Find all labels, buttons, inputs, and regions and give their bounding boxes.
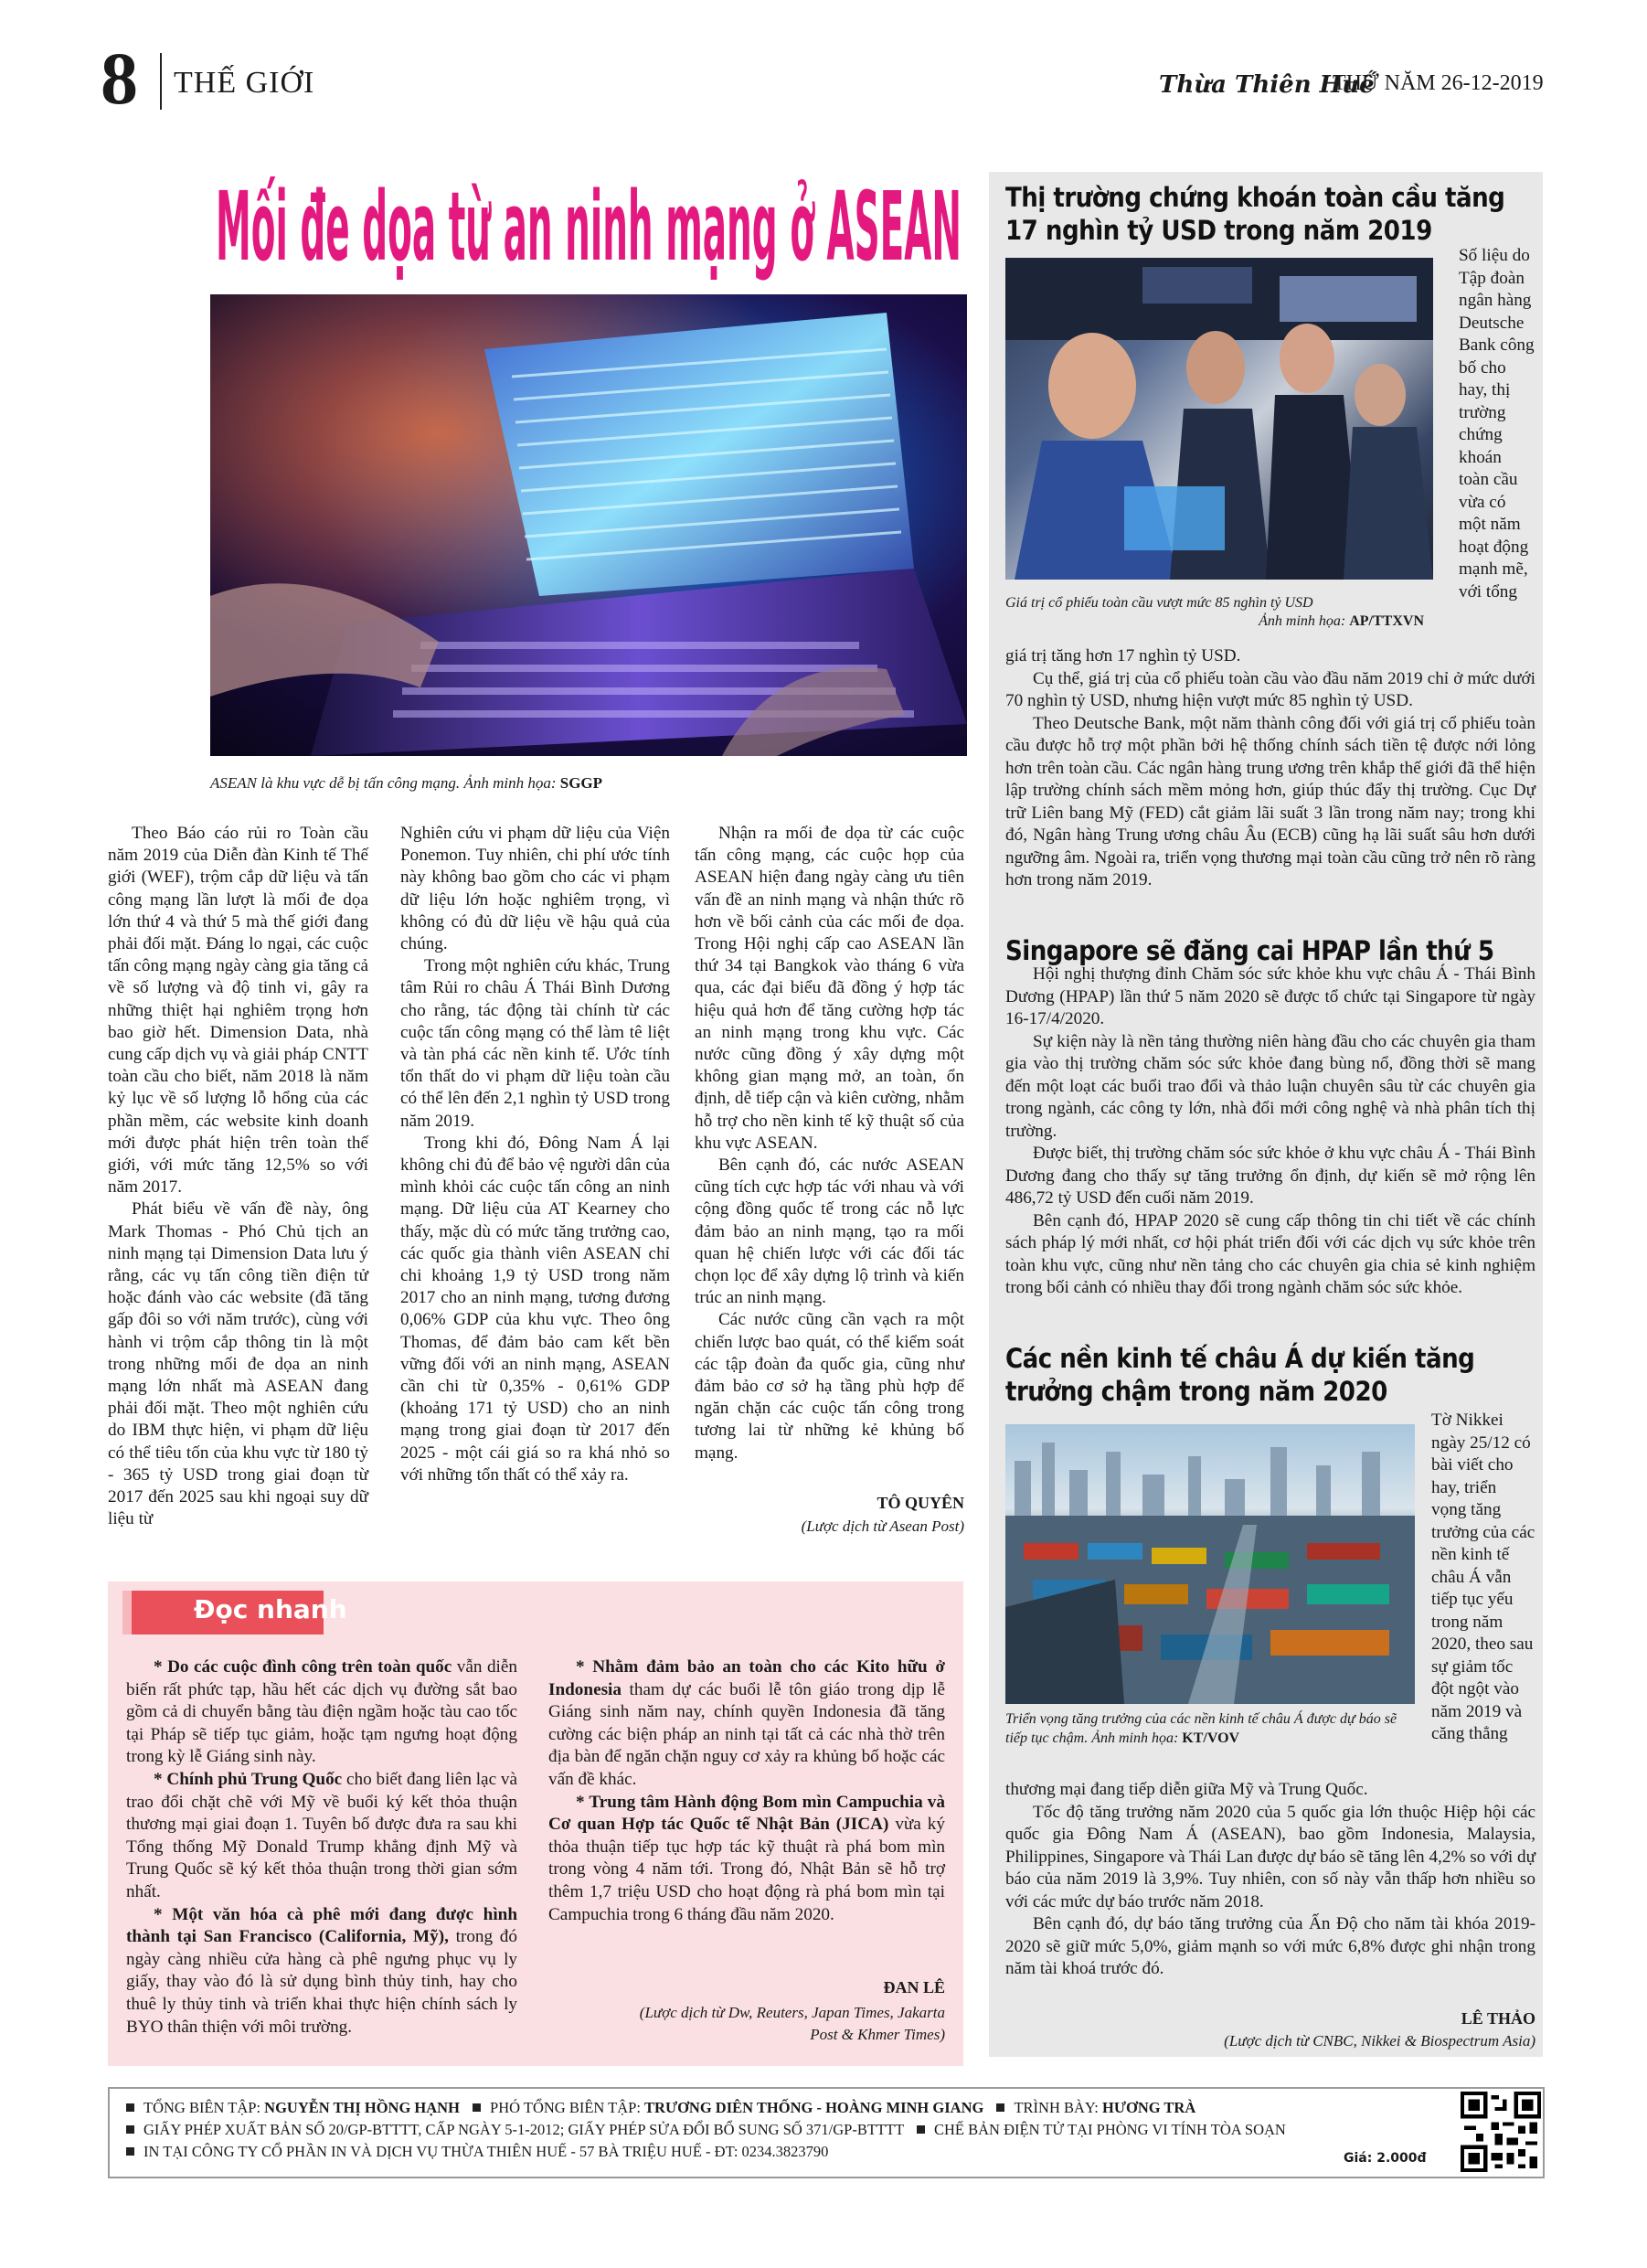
issue-date: THỨ NĂM 26-12-2019 [1333,71,1544,95]
side-article-3-title: Các nền kinh tế châu Á dự kiến tăng trưởng chậm trong năm 2020 [1005,1343,1475,1407]
footer-text: IN TẠI CÔNG TY CỔ PHẦN IN VÀ DỊCH VỤ THỪA THIÊN HUẾ - 57 BÀ TRIỆU HUẾ - ĐT: 0234.3823790 [143,2143,829,2160]
footer-value: HƯƠNG TRÀ [1102,2099,1196,2116]
main-byline: TÔ QUYÊN [877,1494,964,1512]
paragraph: Theo Deutsche Bank, một năm thành công đối với giá trị cổ phiếu toàn cầu được hỗ trợ một phần bởi hệ thống chính sách tiền tệ được nới lỏng hơn trên toàn cầu. Các ngân hàng trung ương trên khắp thế giới đã thể hiện lập trường chính sách mềm mỏng hơn, giúp thúc đẩy thị trường. Cục Dự trữ Liên bang Mỹ (FED) cắt giảm lãi suất 3 lần trong năm nay; trong khi đó, Ngân hàng Trung ương châu Âu (ECB) cũng hạ lãi suất sâu hơn dưới ngưỡng âm. Ngoài ra, triển vọng thương mại toàn cầu cũng trở nên rõ ràng hơn trong năm 2019. [1005,713,1535,889]
paragraph: Nhận ra mối đe dọa từ các cuộc tấn công mạng, các cuộc họp của ASEAN hiện đang ngày càng ưu tiên vấn đề an ninh mạng và nhận thức rõ hơn về bối cảnh của các mối đe dọa. Trong Hội nghị cấp cao ASEAN lần thứ 34 tại Bangkok vào tháng 6 vừa qua, các đại biểu đã đồng ý hợp tác hiệu quả hơn để tăng cường hợp tác an ninh mạng trong khu vực. Các nước cũng đồng ý xây dựng một không gian mạng mở, an toàn, ổn định, dễ tiếp cận và kiên cường, nhằm hỗ trợ cho nền kinh tế kỹ thuật số của khu vực ASEAN. [695,824,964,1153]
main-article-column-2 [400,823,670,1486]
main-caption-credit: SGGP [559,774,603,792]
main-article-column-3 [695,823,964,1464]
footer-line-2 [117,2119,1286,2141]
paragraph: Bên cạnh đó, HPAP 2020 sẽ cung cấp thông tin chi tiết về các chính sách pháp lý mới nhất, cơ hội phát triển đối với các dịch vụ sức khỏe trên toàn khu vực, cũng như nền tảng cho các chuyên gia chia sẻ kinh nghiệm trong bối cảnh có nhiều thay đổi trong ngành chăm sóc sức khỏe. [1005,1210,1535,1297]
side-article-3-photo [1005,1424,1415,1704]
caption-text: Triển vọng tăng trưởng của các nền kinh tế châu Á được dự báo sẽ tiếp tục chậm. Ảnh minh họa: [1005,1711,1397,1746]
footer-text: GIẤY PHÉP XUẤT BẢN SỐ 20/GP-BTTTT, CẤP NGÀY 5-1-2012; GIẤY PHÉP SỬA ĐỔI BỔ SUNG SỐ 371/GP-BTTTT [143,2121,904,2138]
side-article-2-body [1005,964,1535,1300]
paragraph: Phát biểu về vấn đề này, ông Mark Thomas - Phó Chủ tịch an ninh mạng tại Dimension Data lưu ý rằng, các vụ tấn công tiền điện tử hoặc đánh vào các website (đã tăng gấp đôi so với năm trước), cùng với hành vi trộm cắp thông tin là một trong những mối đe dọa an ninh mạng lớn nhất mà ASEAN đang phải đối mặt. Theo một nghiên cứu do IBM thực hiện, vi phạm dữ liệu có thể tiêu tốn của khu vực từ 180 tỷ - 365 tỷ USD trong giai đoạn từ 2017 đến 2025 sau khi ngoại suy dữ liệu từ [108,1199,368,1529]
quick-read-text: vẫn diễn biến rất phức tạp, hầu hết các dịch vụ đường sắt bao gồm cả di chuyển bằng tàu điện ngầm hoặc tàu cao tốc tại Pháp sẽ tiếp tục giảm, hoặc tạm ngưng hoạt động trong kỳ lễ Giáng sinh này. [126,1657,517,1767]
footer-value: TRƯƠNG DIÊN THỐNG - HOÀNG MINH GIANG [644,2099,984,2116]
bullet-square-icon [126,2147,134,2156]
bullet-square-icon [126,2103,134,2112]
quick-read-text: vừa ký thỏa thuận tiếp tục hợp tác kỹ thuật rà phá bom mìn trong vòng 4 năm tới. Trong đó, Nhật Bản sẽ hỗ trợ thêm 1,7 triệu USD cho hoạt động rà phá bom mìn tại Campuchia trong 6 tháng đầu năm 2020. [548,1815,945,1924]
footer-value: NGUYỄN THỊ HỒNG HẠNH [264,2099,460,2116]
main-photo [210,294,967,756]
quick-read-lead: * Trung tâm Hành động Bom mìn Campuchia và Cơ quan Hợp tác Quốc tế Nhật Bản (JICA) [548,1792,945,1835]
side-article-3-byline: LÊ THẢO [1461,2009,1535,2028]
quick-read-source: (Lược dịch từ Dw, Reuters, Japan Times, Jakarta Post & Khmer Times) [639,2004,945,2043]
quick-read-item [548,1656,945,1792]
main-headline-text: Mối đe dọa từ an ninh mạng ở ASEAN [216,171,962,281]
quick-read-item [126,1769,517,1904]
side-article-3-caption [1005,1709,1415,1748]
paragraph: Được biết, thị trường chăm sóc sức khỏe ở khu vực châu Á - Thái Bình Dương đang cho thấy sự tăng trưởng ổn định, dự kiến sẽ mở rộng lên 486,72 tỷ USD đến cuối năm 2019. [1005,1144,1535,1208]
side-article-2-title: Singapore sẽ đăng cai HPAP lần thứ 5 [1005,935,1494,966]
quick-read-lead: * Một văn hóa cà phê mới đang được hình thành tại San Francisco (California, Mỹ), [126,1904,517,1947]
main-source: (Lược dịch từ Asean Post) [801,1517,964,1535]
quick-read-item [126,1904,517,2039]
caption-credit: AP/TTXVN [1349,613,1424,629]
bullet-square-icon [917,2125,925,2134]
side-article-1-body [1005,645,1535,892]
footer-label: TRÌNH BÀY: [1014,2099,1099,2116]
footer-line-1 [117,2097,1195,2119]
quick-read-lead: * Nhằm đảm bảo an toàn cho các Kito hữu ở Indonesia [548,1657,945,1699]
main-photo-caption [210,774,967,793]
page-number: 8 [101,37,138,120]
paragraph: Trong một nghiên cứu khác, Trung tâm Rủi ro châu Á Thái Bình Dương cho rằng, tác động tài chính từ các cuộc tấn công mạng có thể làm tê liệt và tàn phá các nền kinh tế. Ước tính tổn thất do vi phạm dữ liệu toàn cầu có thể lên đến 2,1 nghìn tỷ USD trong năm 2019. [400,956,670,1131]
bullet-square-icon [473,2103,481,2112]
side-article-3-wrap-text: Tờ Nikkei ngày 25/12 có bài viết cho hay, triển vọng tăng trưởng của các nền kinh tế châu Á vẫn tiếp tục yếu trong năm 2020, theo sau sự giảm tốc đột ngột vào năm 2019 và căng thẳng [1431,1411,1535,1743]
footer-label: TỔNG BIÊN TẬP: [143,2099,261,2116]
paragraph: Trong khi đó, Đông Nam Á lại không chi đủ để bảo vệ người dân của mình khỏi các cuộc tấn công an ninh mạng. Dữ liệu của AT Kearney cho thấy, mặc dù có mức tăng trưởng cao, các quốc gia thành viên ASEAN chỉ chi khoảng 1,9 tỷ USD trong năm 2017 cho an ninh mạng, tương đương 0,06% GDP của khu vực. Theo ông Thomas, để đảm bảo cam kết bền vững đối với an ninh mạng, ASEAN cần chi từ 0,35% - 0,61% GDP (khoảng 171 tỷ USD) cho an ninh mạng trong giai đoạn từ 2017 đến 2025 - một cái giá so ra khá nhỏ so với những tổn thất có thể xảy ra. [400,1133,670,1485]
main-article-column-1 [108,823,368,1531]
quick-read-column-1 [126,1656,517,2039]
footer-text: CHẾ BẢN ĐIỆN TỬ TẠI PHÒNG VI TÍNH TÒA SOẠN [934,2121,1286,2138]
quick-read-byline: ĐAN LÊ [883,1978,945,1996]
side-article-3-source: (Lược dịch từ CNBC, Nikkei & Biospectrum Asia) [1224,2032,1535,2050]
paragraph: Sự kiện này là nền tảng thường niên hàng đầu cho các chuyên gia tham gia vào thị trường chăm sóc sức khỏe đang bùng nổ, đồng thời sẽ mang đến một loạt các buổi trao đổi và thảo luận chuyên sâu từ các chuyên gia trong ngành, các công ty lớn, nhà đổi mới công nghệ và nhà phân tích thị trường. [1005,1031,1535,1141]
quick-read-label: Đọc nhanh [194,1594,347,1624]
paragraph: Các nước cũng cần vạch ra một chiến lược bao quát, có thể kiểm soát các tập đoàn đa quốc gia, cũng như đảm bảo cơ sở hạ tầng phù hợp để ngăn chặn các cuộc tấn công trong tương lai từ những kẻ khủng bố mạng. [695,1310,964,1463]
side-article-1-caption [1005,594,1433,631]
section-title: THẾ GIỚI [174,66,315,100]
main-headline [210,157,967,281]
quick-read-tab-edge [122,1591,132,1634]
paragraph: Bên cạnh đó, các nước ASEAN cũng tích cực hợp tác với nhau và với cộng đồng quốc tế trong các nỗ lực đảm bảo an ninh mạng, tạo ra mối quan hệ chiến lược với các đối tác chọn lọc để xây dựng lộ trình và kiến trúc an ninh mạng. [695,1155,964,1308]
paragraph: thương mại đang tiếp diễn giữa Mỹ và Trung Quốc. [1005,1780,1368,1799]
bullet-square-icon [996,2103,1004,2112]
quick-read-column-2 [548,1656,945,1926]
paragraph: Theo Báo cáo rủi ro Toàn cầu năm 2019 của Diễn đàn Kinh tế Thế giới (WEF), trộm cắp dữ liệu và tấn công mạng lần lượt là mối đe dọa lớn thứ 4 và thứ 5 mà thế giới đang phải đối mặt. Đáng lo ngại, các cuộc tấn công mạng ngày càng gia tăng cả về số lượng và độ tinh vi, gây ra những thiệt hại nghiêm trọng hơn bao giờ hết. Dimension Data, nhà cung cấp dịch vụ và giải pháp CNTT toàn cầu cho biết, năm 2018 là năm kỷ lục về số lượng lỗ hổng của các phần mềm, các website kinh doanh mới được phát hiện trên toàn thế giới, với mức tăng 12,5% so với năm 2017. [108,824,368,1198]
quick-read-text: cho biết đang liên lạc và trao đổi chặt chẽ với Mỹ về buổi ký kết thỏa thuận thương mại giai đoạn 1. Tuyên bố được đưa ra sau khi Tổng thống Mỹ Donald Trump khẳng định Mỹ và Trung Quốc sẽ ký kết thỏa thuận trong thời gian sớm nhất. [126,1769,517,1901]
quick-read-lead: * Do các cuộc đình công trên toàn quốc [154,1657,452,1677]
masthead: Thừa Thiên Huế [1159,71,1375,99]
main-caption-text: ASEAN là khu vực dễ bị tấn công mạng. Ảnh minh họa: [210,774,557,792]
paragraph: Hội nghị thượng đỉnh Chăm sóc sức khỏe khu vực châu Á - Thái Bình Dương (HPAP) lần thứ 5 năm 2020 sẽ được tổ chức tại Singapore từ ngày 16-17/4/2020. [1005,964,1535,1028]
side-article-1-photo [1005,258,1433,580]
caption-credit: KT/VOV [1182,1730,1240,1746]
quick-read-text: tham dự các buổi lễ tôn giáo trong dịp lễ Giáng sinh năm nay, chính quyền Indonesia đã tăng cường các biện pháp an ninh tại tất cả các nhà thờ trên địa bàn để ngăn chặn nguy cơ xảy ra khủng bố hoặc các vấn đề khác. [548,1679,945,1789]
caption-credit-label: Ảnh minh họa: [1259,613,1346,629]
paragraph: Nghiên cứu vi phạm dữ liệu của Viện Ponemon. Tuy nhiên, chi phí ước tính này không bao gồm cho các vi phạm dữ liệu lớn hoặc nghiêm trọng, vì không có đủ dữ liệu về hậu quả của chúng. [400,824,670,954]
bullet-square-icon [126,2125,134,2134]
quick-read-text: trong đó ngày càng nhiều cửa hàng cà phê ngưng phục vụ ly giấy, thay vào đó là sử dụng bình thủy tinh, hay cho thuê ly thủy tinh và triển khai thực hiện chính sách ly BYO thân thiện với môi trường. [126,1927,517,2037]
paragraph: Cụ thể, giá trị của cổ phiếu toàn cầu vào đầu năm 2019 chỉ ở mức dưới 70 nghìn tỷ USD, nhưng hiện vượt mức 85 nghìn tỷ USD. [1005,668,1535,710]
caption-text: Giá trị cổ phiếu toàn cầu vượt mức 85 nghìn tỷ USD [1005,595,1313,611]
footer-label: PHÓ TỔNG BIÊN TẬP: [490,2099,641,2116]
price: Giá: 2.000đ [1344,2151,1427,2166]
qr-code-icon [1461,2092,1541,2172]
quick-read-item [126,1656,517,1769]
side-article-3-body [1005,1779,1535,1981]
quick-read-lead: * Chính phủ Trung Quốc [154,1769,343,1789]
header-divider [160,53,162,110]
paragraph: Tốc độ tăng trưởng năm 2020 của 5 quốc gia lớn thuộc Hiệp hội các quốc gia Đông Nam Á (ASEAN), bao gồm Indonesia, Malaysia, Philippines, Singapore và Thái Lan được dự báo sẽ tăng lên 4,2% so với dự báo của năm 2019 là 3,9%. Tuy nhiên, con số này vẫn thấp hơn nhiều so với các mức dự báo trước năm 2018. [1005,1802,1535,1911]
footer-line-3 [117,2141,828,2163]
paragraph: giá trị tăng hơn 17 nghìn tỷ USD. [1005,646,1241,665]
side-article-1-wrap-text: Số liệu do Tập đoàn ngân hàng Deutsche Bank công bố cho hay, thị trường chứng khoán toàn cầu vừa có một năm hoạt động mạnh mẽ, với tổng [1459,246,1535,602]
paragraph: Bên cạnh đó, dự báo tăng trưởng của Ấn Độ cho năm tài khóa 2019-2020 sẽ giữ mức 5,0%, giảm mạnh so với mức 6,8% được ghi nhận trong năm tài khoá trước đó. [1005,1914,1535,1978]
quick-read-item [548,1792,945,1927]
side-article-1-title: Thị trường chứng khoán toàn cầu tăng 17 nghìn tỷ USD trong năm 2019 [1005,182,1505,246]
